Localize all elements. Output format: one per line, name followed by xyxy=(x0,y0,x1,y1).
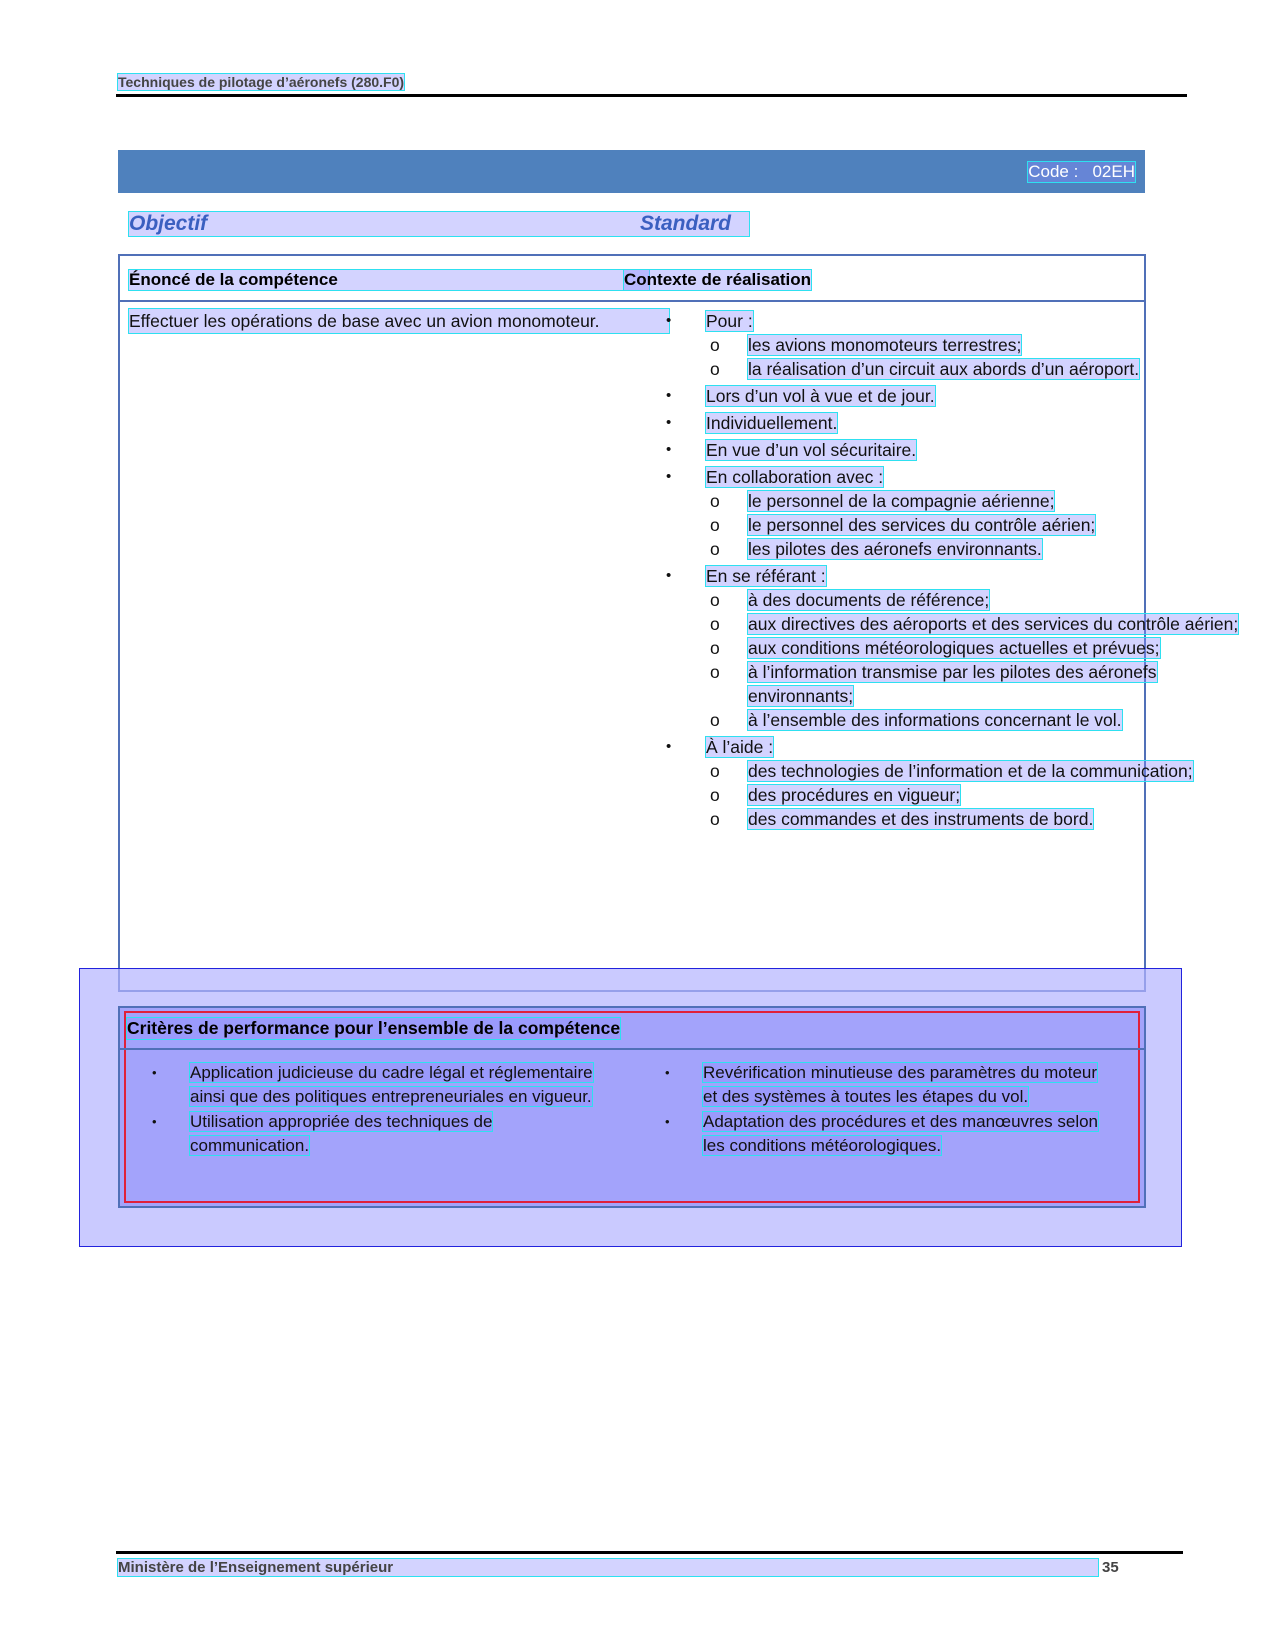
criteria-list-right xyxy=(665,1061,1110,1159)
footer-rule xyxy=(116,1551,1183,1554)
circle-bullet-icon: o xyxy=(710,761,720,781)
contexte-item-text: Lors d’un vol à vue et de jour. xyxy=(706,386,935,406)
contexte-subitem xyxy=(660,612,1260,636)
bullet-icon: • xyxy=(666,441,672,458)
contexte-item-text: En collaboration avec : xyxy=(706,467,884,487)
contexte-item xyxy=(660,735,1260,831)
circle-bullet-icon: o xyxy=(710,638,720,658)
contexte-subitem-text: des technologies de l’information et de la communication; xyxy=(748,761,1193,781)
contexte-subitem xyxy=(660,660,1260,708)
circle-bullet-icon: o xyxy=(710,785,720,805)
criteria-item-text: Revérification minutieuse des paramètres du moteur et des systèmes à toutes les étapes du vol. xyxy=(703,1063,1098,1106)
contexte-list xyxy=(660,306,1260,831)
contexte-item-text: Pour : xyxy=(706,311,753,331)
contexte-sublist xyxy=(706,759,1260,831)
competence-table xyxy=(118,254,1239,992)
circle-bullet-icon: o xyxy=(710,809,720,829)
circle-bullet-icon: o xyxy=(710,710,720,730)
contexte-subitem xyxy=(660,333,1260,357)
bullet-icon: • xyxy=(152,1065,157,1080)
footer-ministry: Ministère de l’Enseignement supérieur xyxy=(118,1559,1098,1576)
contexte-item xyxy=(660,384,1260,408)
contexte-subitem-text: à l’ensemble des informations concernant le vol. xyxy=(748,710,1122,730)
criteria-item xyxy=(665,1061,1110,1109)
bullet-icon: • xyxy=(666,468,672,485)
circle-bullet-icon: o xyxy=(710,662,720,682)
contexte-subitem xyxy=(660,513,1260,537)
contexte-subitem-text: les pilotes des aéronefs environnants. xyxy=(748,539,1042,559)
circle-bullet-icon: o xyxy=(710,539,720,559)
table-header-rule xyxy=(120,300,1144,302)
contexte-subitem xyxy=(660,783,1260,807)
contexte-subitem xyxy=(660,537,1260,561)
contexte-item xyxy=(660,564,1260,732)
contexte-sublist xyxy=(706,588,1260,732)
header-rule xyxy=(116,94,1187,97)
contexte-item xyxy=(660,465,1260,561)
circle-bullet-icon: o xyxy=(710,491,720,511)
contexte-subitem-text: à l’information transmise par les pilotes des aéronefs environnants; xyxy=(748,662,1157,706)
contexte-subitem-text: aux directives des aéroports et des services du contrôle aérien; xyxy=(748,614,1239,634)
bullet-icon: • xyxy=(665,1065,670,1080)
contexte-item-text: À l’aide : xyxy=(706,737,774,757)
circle-bullet-icon: o xyxy=(710,614,720,634)
contexte-item xyxy=(660,309,1260,381)
contexte-subitem xyxy=(660,708,1260,732)
contexte-item-text: En vue d’un vol sécuritaire. xyxy=(706,440,917,460)
code-band xyxy=(118,150,1145,193)
contexte-subitem-text: à des documents de référence; xyxy=(748,590,990,610)
bullet-icon: • xyxy=(666,312,672,329)
contexte-subitem xyxy=(660,489,1260,513)
contexte-item-text: Individuellement. xyxy=(706,413,838,433)
criteria-table xyxy=(118,1006,1146,1208)
contexte-item-text: En se référant : xyxy=(706,566,826,586)
bullet-icon: • xyxy=(666,738,672,755)
col-header-contexte: Contexte de réalisation xyxy=(624,270,812,289)
criteria-list-left xyxy=(152,1061,602,1159)
circle-bullet-icon: o xyxy=(710,359,720,379)
enonce-text: Effectuer les opérations de base avec un avion monomoteur. xyxy=(129,309,669,333)
criteria-item xyxy=(665,1110,1110,1158)
contexte-sublist xyxy=(706,333,1260,381)
section-heading-objectif: Objectif xyxy=(129,212,749,236)
contexte-subitem xyxy=(660,636,1260,660)
criteria-item xyxy=(152,1061,602,1109)
section-heading-standard: Standard xyxy=(640,212,732,235)
criteria-rule xyxy=(120,1048,1144,1050)
contexte-subitem xyxy=(660,588,1260,612)
contexte-subitem xyxy=(660,357,1260,381)
bullet-icon: • xyxy=(666,387,672,404)
contexte-subitem-text: le personnel des services du contrôle aérien; xyxy=(748,515,1096,535)
contexte-subitem-text: des commandes et des instruments de bord. xyxy=(748,809,1094,829)
contexte-item xyxy=(660,411,1260,435)
header-title: Techniques de pilotage d’aéronefs (280.F0) xyxy=(118,74,405,90)
contexte-item xyxy=(660,438,1260,462)
circle-bullet-icon: o xyxy=(710,590,720,610)
contexte-subitem-text: aux conditions météorologiques actuelles et prévues; xyxy=(748,638,1160,658)
contexte-subitem xyxy=(660,759,1260,783)
circle-bullet-icon: o xyxy=(710,335,720,355)
bullet-icon: • xyxy=(152,1114,157,1129)
bullet-icon: • xyxy=(665,1114,670,1129)
code-label: Code : 02EH xyxy=(1028,162,1135,181)
contexte-sublist xyxy=(706,489,1260,561)
contexte-subitem-text: le personnel de la compagnie aérienne; xyxy=(748,491,1055,511)
page-number: 35 xyxy=(1102,1559,1119,1576)
contexte-subitem xyxy=(660,807,1260,831)
bullet-icon: • xyxy=(666,567,672,584)
col-header-enonce: Énoncé de la compétence xyxy=(129,270,649,290)
criteria-title: Critères de performance pour l’ensemble de la compétence xyxy=(127,1018,621,1038)
criteria-item-text: Utilisation appropriée des techniques de communication. xyxy=(190,1112,493,1155)
criteria-item xyxy=(152,1110,602,1158)
contexte-subitem-text: des procédures en vigueur; xyxy=(748,785,961,805)
criteria-item-text: Application judicieuse du cadre légal et réglementaire ainsi que des politiques entrepreneuriales en vigueur. xyxy=(190,1063,593,1106)
contexte-subitem-text: la réalisation d’un circuit aux abords d’un aéroport. xyxy=(748,359,1140,379)
bullet-icon: • xyxy=(666,414,672,431)
criteria-item-text: Adaptation des procédures et des manœuvres selon les conditions météorologiques. xyxy=(703,1112,1099,1155)
contexte-subitem-text: les avions monomoteurs terrestres; xyxy=(748,335,1022,355)
circle-bullet-icon: o xyxy=(710,515,720,535)
